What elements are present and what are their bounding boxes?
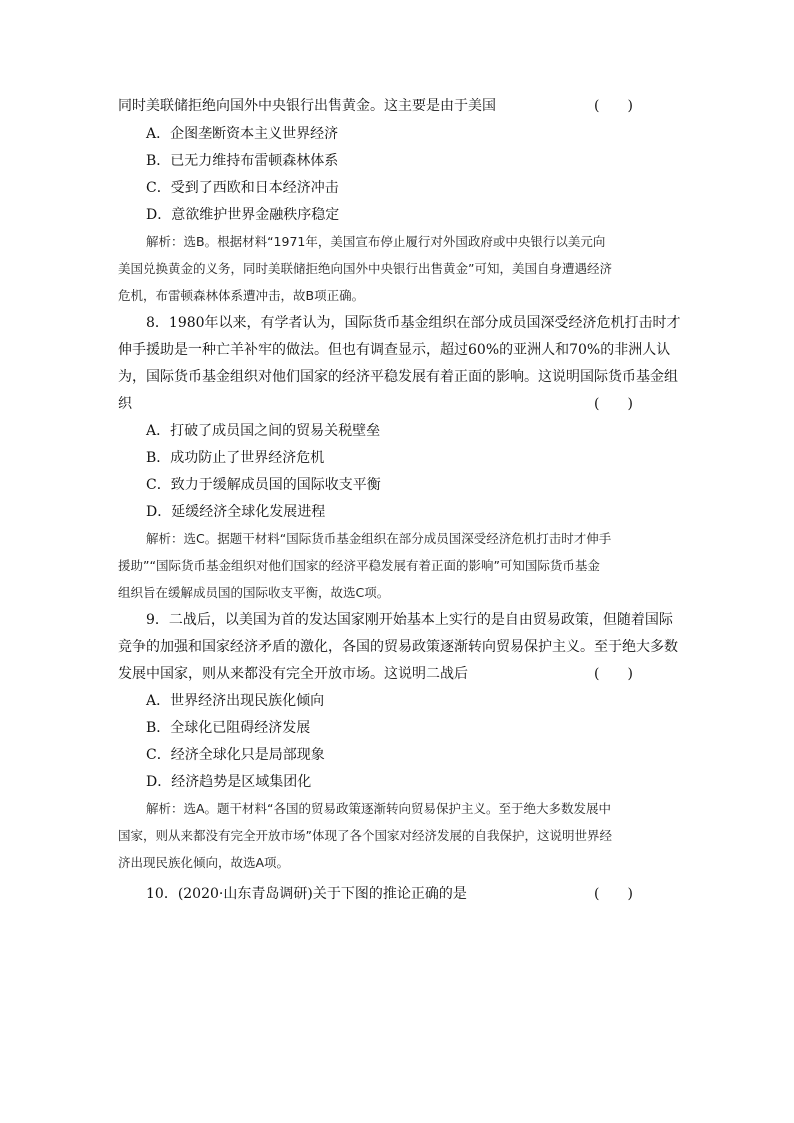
q8-explanation-line: 解析：选C。据题干材料“国际货币基金组织在部分成员国深受经济危机打击时才伸手 [146, 531, 612, 546]
q9-stem-line: 发展中国家，则从来都没有完全开放市场。这说明二战后 [118, 666, 468, 682]
q8-stem-line: 为，国际货币基金组织对他们国家的经济平稳发展有着正面的影响。这说明国际货币基金组 [118, 369, 678, 385]
q8-option-d: D．延缓经济全球化发展进程 [146, 504, 326, 520]
q8-explanation-line: 援助”“国际货币基金组织对他们国家的经济平稳发展有着正面的影响”可知国际货币基金 [118, 558, 600, 573]
q7-explanation-line: 解析：选B。根据材料“1971年，美国宣布停止履行对外国政府或中央银行以美元向 [146, 234, 606, 249]
q8-option-a: A．打破了成员国之间的贸易关税壁垒 [146, 423, 381, 439]
q7-answer-paren: ( ) [594, 98, 633, 114]
q8-stem-line: 8．1980年以来，有学者认为，国际货币基金组织在部分成员国深受经济危机打击时才 [146, 315, 681, 331]
q9-explanation-line: 国家，则从来都没有完全开放市场”体现了各个国家对经济发展的自我保护，这说明世界经 [118, 828, 612, 843]
q8-stem-line: 织 [118, 396, 132, 412]
q7-explanation-line: 美国兑换黄金的义务，同时美联储拒绝向国外中央银行出售黄金”可知，美国自身遭遇经济 [118, 261, 612, 276]
q9-option-d: D．经济趋势是区域集团化 [146, 774, 312, 790]
q8-stem-line: 伸手援助是一种亡羊补牢的做法。但也有调查显示，超过60%的亚洲人和70%的非洲人认 [118, 342, 671, 358]
q9-stem-line: 竞争的加强和国家经济矛盾的激化，各国的贸易政策逐渐转向贸易保护主义。至于绝大多数 [118, 639, 678, 655]
q9-stem-line: 9．二战后，以美国为首的发达国家刚开始基本上实行的是自由贸易政策，但随着国际 [146, 612, 673, 628]
q8-option-b: B．成功防止了世界经济危机 [146, 450, 325, 466]
q7-option-d: D．意欲维护世界金融秩序稳定 [146, 207, 340, 223]
q7-option-c: C．受到了西欧和日本经济冲击 [146, 180, 339, 196]
q8-option-c: C．致力于缓解成员国的国际收支平衡 [146, 477, 381, 493]
q8-answer-paren: ( ) [594, 396, 633, 412]
q9-option-c: C．经济全球化只是局部现象 [146, 747, 325, 763]
q9-explanation-line: 济出现民族化倾向，故选A项。 [118, 855, 290, 870]
q7-stem-end: 同时美联储拒绝向国外中央银行出售黄金。这主要是由于美国 [118, 98, 496, 114]
q7-explanation-line: 危机，布雷顿森林体系遭冲击，故B项正确。 [118, 288, 365, 303]
q9-answer-paren: ( ) [594, 666, 633, 682]
q10-stem: 10．(2020·山东青岛调研)关于下图的推论正确的是 [146, 886, 467, 902]
q7-option-b: B．已无力维持布雷顿森林体系 [146, 153, 339, 169]
q8-explanation-line: 组织旨在缓解成员国的国际收支平衡，故选C项。 [118, 585, 390, 600]
q9-explanation-line: 解析：选A。题干材料“各国的贸易政策逐渐转向贸易保护主义。至于绝大多数发展中 [146, 801, 612, 816]
q7-option-a: A．企图垄断资本主义世界经济 [146, 126, 339, 142]
q9-option-b: B．全球化已阻碍经济发展 [146, 720, 311, 736]
q9-option-a: A．世界经济出现民族化倾向 [146, 693, 325, 709]
q10-answer-paren: ( ) [594, 886, 633, 902]
